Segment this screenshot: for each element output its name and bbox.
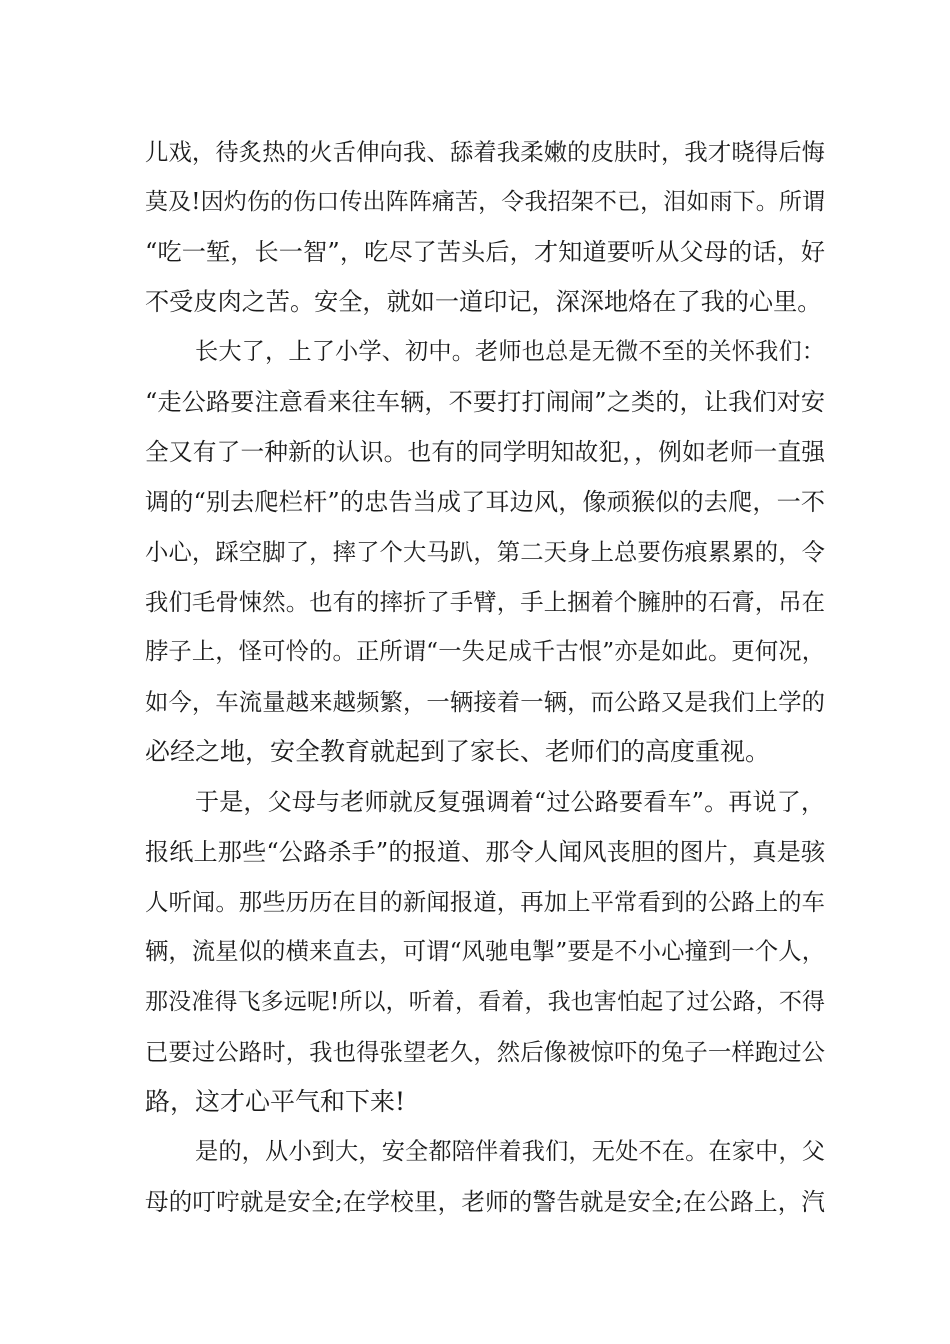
paragraph-2-line-4: 调的“别去爬栏杆”的忠告当成了耳边风，像顽猴似的去爬，一不: [145, 488, 825, 516]
paragraph-1-line-1: 儿戏，待炙热的火舌伸向我、舔着我柔嫩的皮肤时，我才晓得后悔: [145, 138, 825, 166]
paragraph-2-line-5: 小心，踩空脚了，摔了个大马趴，第二天身上总要伤痕累累的，令: [145, 538, 825, 566]
paragraph-3-line-7: 路，这才心平气和下来!: [145, 1087, 406, 1116]
paragraph-2-line-7: 脖子上，怪可怜的。正所谓“一失足成千古恨”亦是如此。更何况，: [145, 638, 825, 665]
paragraph-1-line-2: 莫及!因灼伤的伤口传出阵阵痛苦，令我招架不已，泪如雨下。所谓: [145, 189, 825, 215]
paragraph-3-line-1: 于是，父母与老师就反复强调着“过公路要看车”。再说了，: [195, 788, 825, 816]
paragraph-2-line-9: 必经之地，安全教育就起到了家长、老师们的高度重视。: [145, 737, 771, 766]
paragraph-2-line-6: 我们毛骨悚然。也有的摔折了手臂，手上捆着个臃肿的石膏，吊在: [145, 588, 825, 616]
paragraph-1-line-3: “吃一堑，长一智”，吃尽了苦头后，才知道要听从父母的话，好: [145, 238, 825, 266]
paragraph-2-line-3: 全又有了一种新的认识。也有的同学明知故犯，，例如老师一直强: [145, 438, 825, 466]
paragraph-3-line-2: 报纸上那些“公路杀手”的报道、那令人闻风丧胆的图片，真是骇: [145, 838, 825, 866]
paragraph-2-line-1: 长大了，上了小学、初中。老师也总是无微不至的关怀我们：: [195, 338, 825, 365]
paragraph-3-line-6: 已要过公路时，我也得张望老久，然后像被惊吓的兔子一样跑过公: [145, 1038, 825, 1066]
paragraph-1-line-4: 不受皮肉之苦。安全，就如一道印记，深深地烙在了我的心里。: [145, 288, 822, 316]
document-body: [145, 132, 825, 1232]
paragraph-4-line-2: 母的叮咛就是安全;在学校里，老师的警告就是安全;在公路上，汽: [145, 1188, 825, 1216]
paragraph-3-line-3: 人听闻。那些历历在目的新闻报道，再加上平常看到的公路上的车: [145, 888, 825, 916]
paragraph-2-line-8: 如今，车流量越来越频繁，一辆接着一辆，而公路又是我们上学的: [145, 688, 825, 716]
paragraph-2-line-2: “走公路要注意看来往车辆，不要打打闹闹”之类的，让我们对安: [145, 388, 825, 416]
paragraph-3-line-5: 那没准得飞多远呢!所以，听着，看着，我也害怕起了过公路，不得: [145, 989, 825, 1015]
paragraph-3-line-4: 辆，流星似的横来直去，可谓“风驰电掣”要是不小心撞到一个人，: [145, 938, 825, 965]
paragraph-4-line-1: 是的，从小到大，安全都陪伴着我们，无处不在。在家中，父: [195, 1138, 825, 1165]
